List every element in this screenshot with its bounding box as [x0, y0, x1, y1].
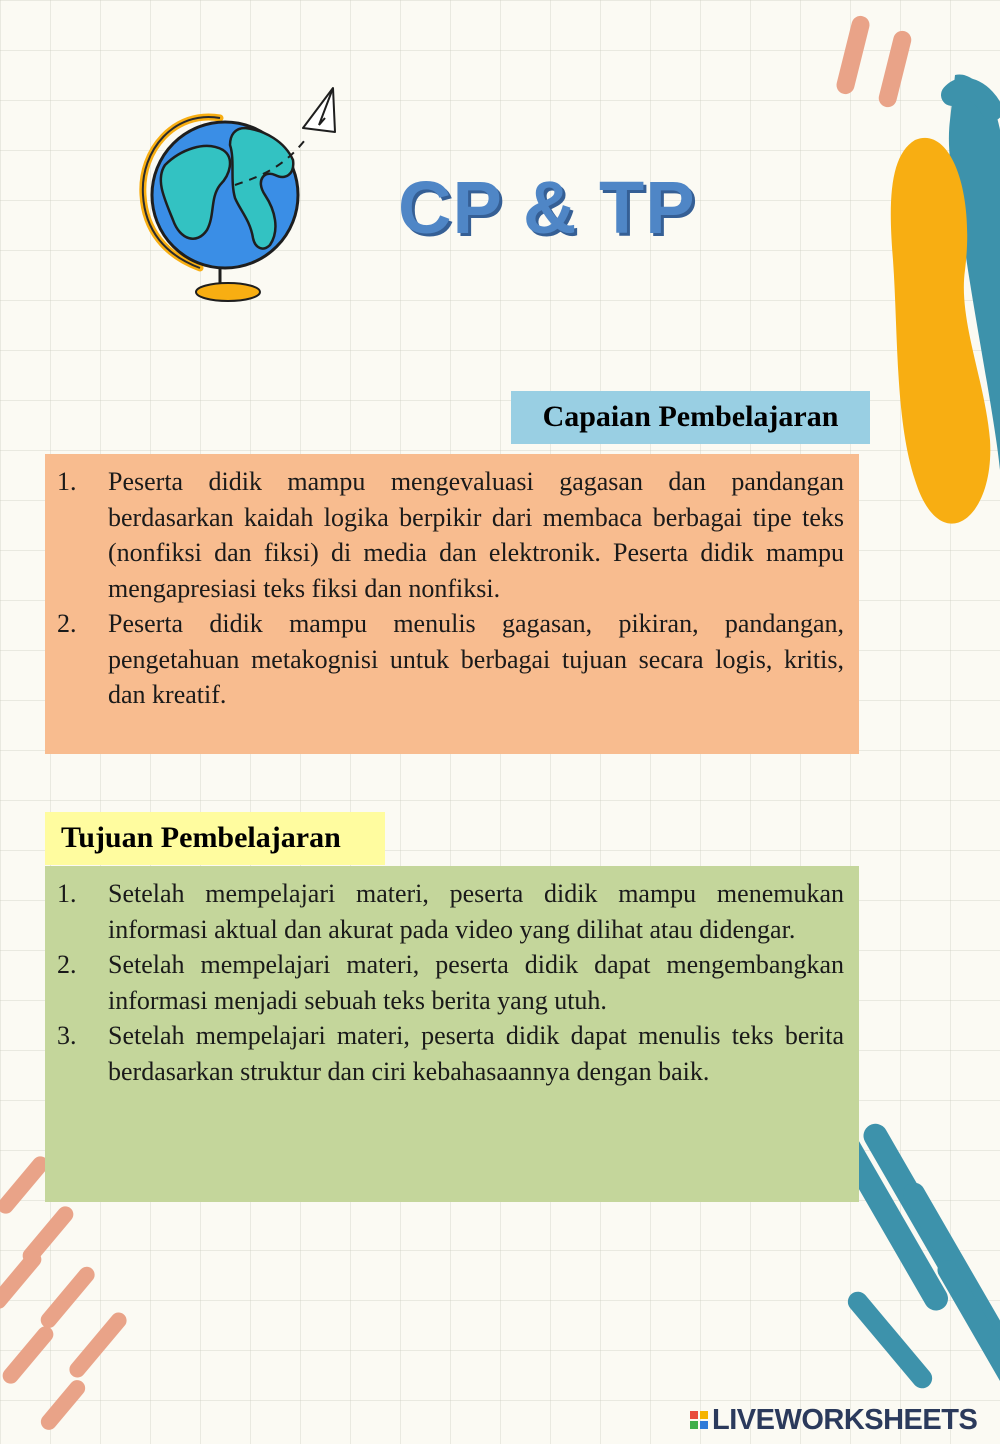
- list-item: [57, 947, 844, 1018]
- capaian-box: [45, 454, 859, 754]
- liveworksheets-logo-icon: [690, 1411, 708, 1429]
- tujuan-box: [45, 866, 859, 1202]
- list-number: 2.: [57, 609, 77, 638]
- page-title: CP & TP: [398, 166, 696, 249]
- list-text: Setelah mempelajari materi, peserta didik dapat mengembangkan informasi menjadi sebuah teks berita yang utuh.: [108, 950, 844, 1015]
- list-number: 1.: [57, 467, 77, 496]
- list-number: 2.: [57, 950, 77, 979]
- capaian-heading: Capaian Pembelajaran: [511, 391, 870, 444]
- list-number: 3.: [57, 1021, 77, 1050]
- list-item: [57, 1018, 844, 1089]
- list-item: [57, 876, 844, 947]
- liveworksheets-watermark[interactable]: [690, 1404, 977, 1436]
- paper-plane-icon: [303, 88, 335, 132]
- tujuan-list: [57, 876, 844, 1089]
- globe-illustration: [135, 80, 345, 305]
- capaian-list: [57, 464, 844, 713]
- list-item: [57, 606, 844, 713]
- pink-dash-group-top: [835, 14, 914, 109]
- tujuan-heading: Tujuan Pembelajaran: [45, 812, 385, 865]
- list-text: Setelah mempelajari materi, peserta didik dapat menulis teks berita berdasarkan struktur dan ciri kebahasaannya dengan baik.: [108, 1021, 844, 1086]
- list-text: Setelah mempelajari materi, peserta didik mampu menemukan informasi aktual dan akurat pada video yang dilihat atau didengar.: [108, 879, 844, 944]
- watermark-text: LIVEWORKSHEETS: [712, 1403, 978, 1436]
- list-item: [57, 464, 844, 606]
- list-text: Peserta didik mampu menulis gagasan, pikiran, pandangan, pengetahuan metakognisi untuk berbagai tujuan secara logis, kritis, dan kreatif.: [108, 609, 844, 709]
- list-text: Peserta didik mampu mengevaluasi gagasan dan pandangan berdasarkan kaidah logika berpikir dari membaca berbagai tipe teks (nonfiksi dan fiksi) di media dan elektronik. Peserta didik mampu mengapresiasi teks fiksi dan nonfiksi.: [108, 467, 844, 603]
- list-number: 1.: [57, 879, 77, 908]
